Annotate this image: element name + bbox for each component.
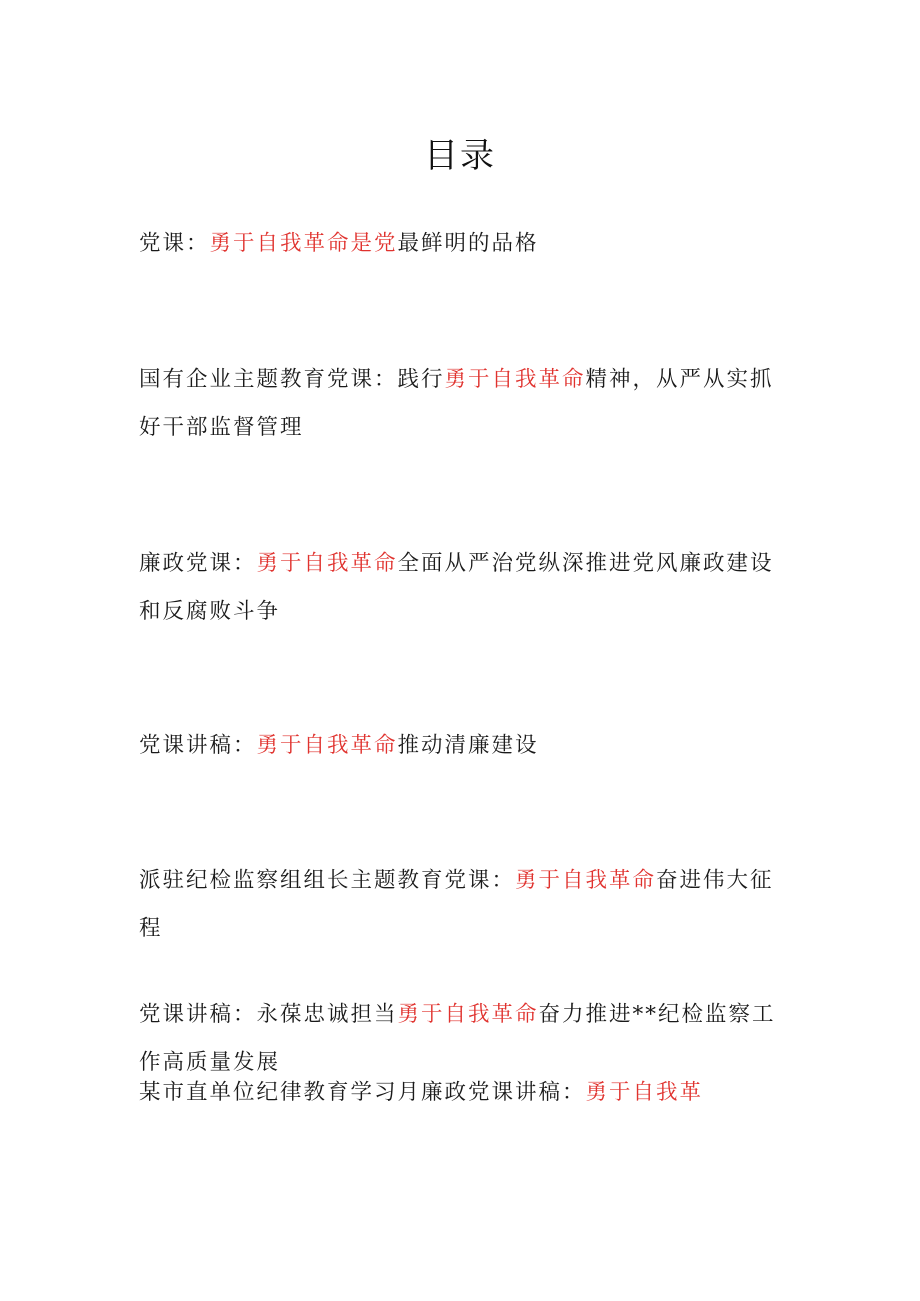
toc-entry-prefix: 党课讲稿：: [139, 733, 257, 758]
toc-entry-prefix: 党课：: [139, 231, 210, 256]
toc-entry-suffix: 全面从严治党纵深推进党风廉政建设和反腐败斗争: [139, 551, 774, 624]
toc-entry[interactable]: [139, 857, 789, 953]
toc-entry[interactable]: [139, 1071, 789, 1115]
toc-entry[interactable]: [139, 540, 789, 636]
toc-entry-highlight: 勇于自我革命: [256, 733, 398, 758]
toc-entry-highlight: 勇于自我革命: [397, 1002, 539, 1027]
toc-entry-suffix: 最鲜明的品格: [397, 231, 539, 256]
toc-entry-suffix: 精神，从严从实抓好干部监督管理: [139, 367, 774, 440]
toc-entry-prefix: 廉政党课：: [139, 551, 257, 576]
toc-entry-highlight: 勇于自我革命是党: [209, 231, 398, 256]
toc-entry[interactable]: [139, 722, 789, 770]
page-title: 目录: [424, 136, 496, 176]
toc-entry-suffix: 推动清廉建设: [397, 733, 539, 758]
toc-entry[interactable]: [139, 220, 789, 268]
toc-entry-highlight: 勇于自我革命: [444, 367, 586, 392]
toc-entry-prefix: 国有企业主题教育党课：践行: [139, 367, 445, 392]
toc-entry-highlight: 勇于自我革命: [515, 868, 657, 893]
toc-entry[interactable]: [139, 356, 789, 452]
toc-entry-highlight: 勇于自我革命: [256, 551, 398, 576]
toc-entry-highlight: 勇于自我革: [585, 1080, 704, 1105]
toc-entry-suffix: 奋力推进**纪检监察工作高质量发展: [139, 1002, 776, 1075]
toc-entry-prefix: 派驻纪检监察组组长主题教育党课：: [139, 868, 516, 893]
toc-entry-prefix: 某市直单位纪律教育学习月廉政党课讲稿：: [139, 1080, 586, 1105]
toc-entry-suffix: 奋进伟大征程: [139, 868, 774, 941]
toc-entry-prefix: 党课讲稿：永葆忠诚担当: [139, 1002, 398, 1027]
